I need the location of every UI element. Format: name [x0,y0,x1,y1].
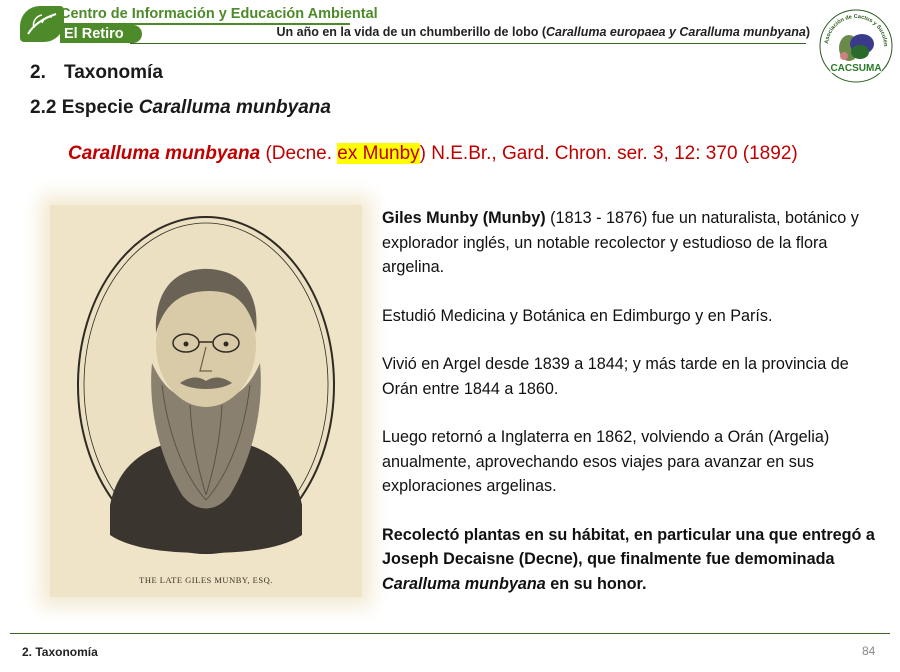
citation-open: (Decne. [260,143,338,164]
paragraph-3: Vivió en Argel desde 1839 a 1844; y más tarde en la provincia de Orán entre 1844 a 1860. [382,355,849,398]
section-number: 2. [30,62,46,83]
badge-name: CACSUMA [830,63,882,74]
paragraph-1-bold: Giles Munby (Munby) [382,209,546,227]
footer-divider [10,633,890,634]
paragraph-2: Estudió Medicina y Botánica en Edimburgo y en París. [382,306,773,325]
subsection-prefix: 2.2 Especie [30,97,139,118]
paragraph-5-bold-b: en su honor. [545,574,647,593]
biography-text [382,206,888,620]
page-number: 84 [862,644,876,658]
portrait-illustration [50,205,362,597]
subsection-title [30,97,331,119]
paragraph-5-species: Caralluma munbyana [382,574,546,593]
subtitle-species: Caralluma europaea y Caralluma munbyana [546,25,806,39]
section-label: Taxonomía [64,62,163,83]
paragraph-1 [382,206,888,280]
paragraph-4: Luego retornó a Inglaterra en 1862, volviendo a Orán (Argelia) anualmente, aprovechando esos viajes para avanzar en sus exploraciones argelinas. [382,428,830,495]
species-citation [68,143,798,165]
paragraph-1-rest: (1813 - 1876) fue un naturalista, botánico y explorador inglés, un notable recolector y estudioso de la flora argelina. [382,209,859,276]
footer-section: 2. Taxonomía [22,645,98,659]
cacsuma-badge [816,4,896,84]
subtitle-suffix: ) [805,25,810,39]
section-title [30,62,163,84]
paragraph-5-bold-a: Recolectó plantas en su hábitat, en particular una que entregó a Joseph Decaisne (Decne), que finalmente fue demominada [382,525,875,568]
logo-title: Centro de Información y Educación Ambiental [60,6,378,22]
subsection-species: Caralluma munbyana [138,97,331,118]
badge-arc-text: Asociación de Cactus y Suculen [824,13,889,47]
logo-subtitle: El Retiro [64,26,124,42]
citation-rest: ) N.E.Br., Gard. Chron. ser. 3, 12: 370 (1892) [419,143,798,164]
portrait-caption: THE LATE GILES MUNBY, ESQ. [139,575,273,585]
citation-highlight: ex Munby [337,143,420,164]
citation-species: Caralluma munbyana [68,143,261,164]
subtitle-prefix: Un año en la vida de un chumberillo de lobo ( [276,25,546,39]
header-divider [130,43,806,44]
presentation-subtitle [277,25,810,39]
paragraph-5 [382,523,888,597]
leaf-logo-icon [20,6,64,42]
portrait-engraving [50,205,362,597]
